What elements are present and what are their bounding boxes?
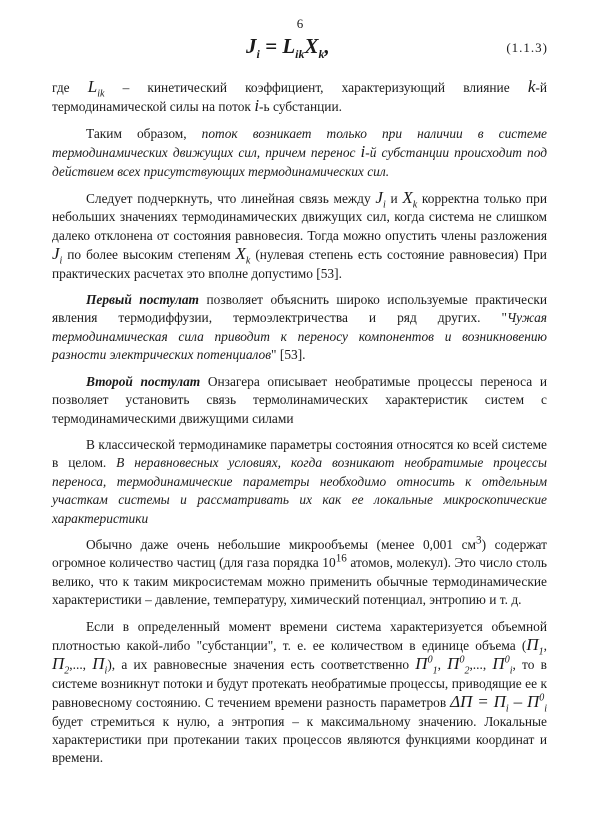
- page-number: 6: [296, 16, 304, 31]
- body-text: [52, 78, 547, 776]
- paragraph-first-postulate: Первый постулат позволяет объяснить широко используемые практически явления термодиффузии, термоэлектричества и ряд других. "Чужая термодинамическая сила приводит к переносу компонентов и возникновению разности электрических потенциалов" [53].: [52, 292, 547, 363]
- paragraph-equilibrium: Если в определенный момент времени система характеризуется объемной плотностью какой-либо "субстанции", т. е. ее количеством в единице объема ($П_1$, $П_2$,..., $П_i$), а их равновесные значения есть соответственно $П^0_1$, $П^0_2$,..., $П^0_i$, то в системе возникнут потоки и будут протекать необратимые процессы, приводящие ее к равновесному состоянию. С течением времени разность параметров $\Delta П = П_i - П^0_i$ будет стремиться к нулю, а энтропия – к максимальному значению. Локальные характеристики при протекании таких процессов являются функциями координат и времени.: [52, 618, 548, 766]
- equation: $J_i = L_{ik}X_k$,: [246, 34, 330, 62]
- paragraph-microvolumes: Обычно даже очень небольшие микрообъемы (менее 0,001 $см^3$) содержат огромное количество частиц (для газа порядка $10^{16}$ атомов, молекул). Это число столь велико, что к таким микросистемам можно применить обычные термодинамические характеристики – давление, температуру, химический потенциал, энтропию и т. д.: [52, 534, 548, 608]
- equation-row: [0, 34, 600, 66]
- paragraph-summary: Таким образом, поток возникает только при наличии в системе термодинамических движущих сил, причем перенос i-й субстанции происходит под действием всех присутствующих термодинамических сил.: [52, 125, 547, 179]
- paragraph-linearity: Следует подчеркнуть, что линейная связь между $J_i$ и $X_k$ корректна только при небольших значениях термодинамических движущих сил, когда система не слишком далеко отклонена от состояния равновесия. Тогда можно опустить члены разложения $J_i$ по более высоким степеням $X_k$ (нулевая степень есть состояние равновесия) При практических расчетах это вполне допустимо [53].: [52, 188, 548, 281]
- paragraph-second-postulate: Второй постулат Онзагера описывает необратимые процессы переноса и позволяет установить связь термолинамических характеристик систем с термодинамическими движущими силами: [52, 373, 547, 426]
- paragraph-classical: В классической термодинамике параметры состояния относятся ко всей системе в целом. В неравновесных условиях, когда возникают необратимые процессы переноса, термодинамические параметры необходимо относить к отдельным участкам системы и рассматривать их как ее локальные микроскопические характеристики: [52, 436, 547, 526]
- equation-number: (1.1.3): [506, 40, 548, 55]
- paragraph-definition: где $L_{ik}$ – кинетический коэффициент, характеризующий влияние k-й термодинамической силы на поток i-ь субстанции.: [52, 77, 547, 116]
